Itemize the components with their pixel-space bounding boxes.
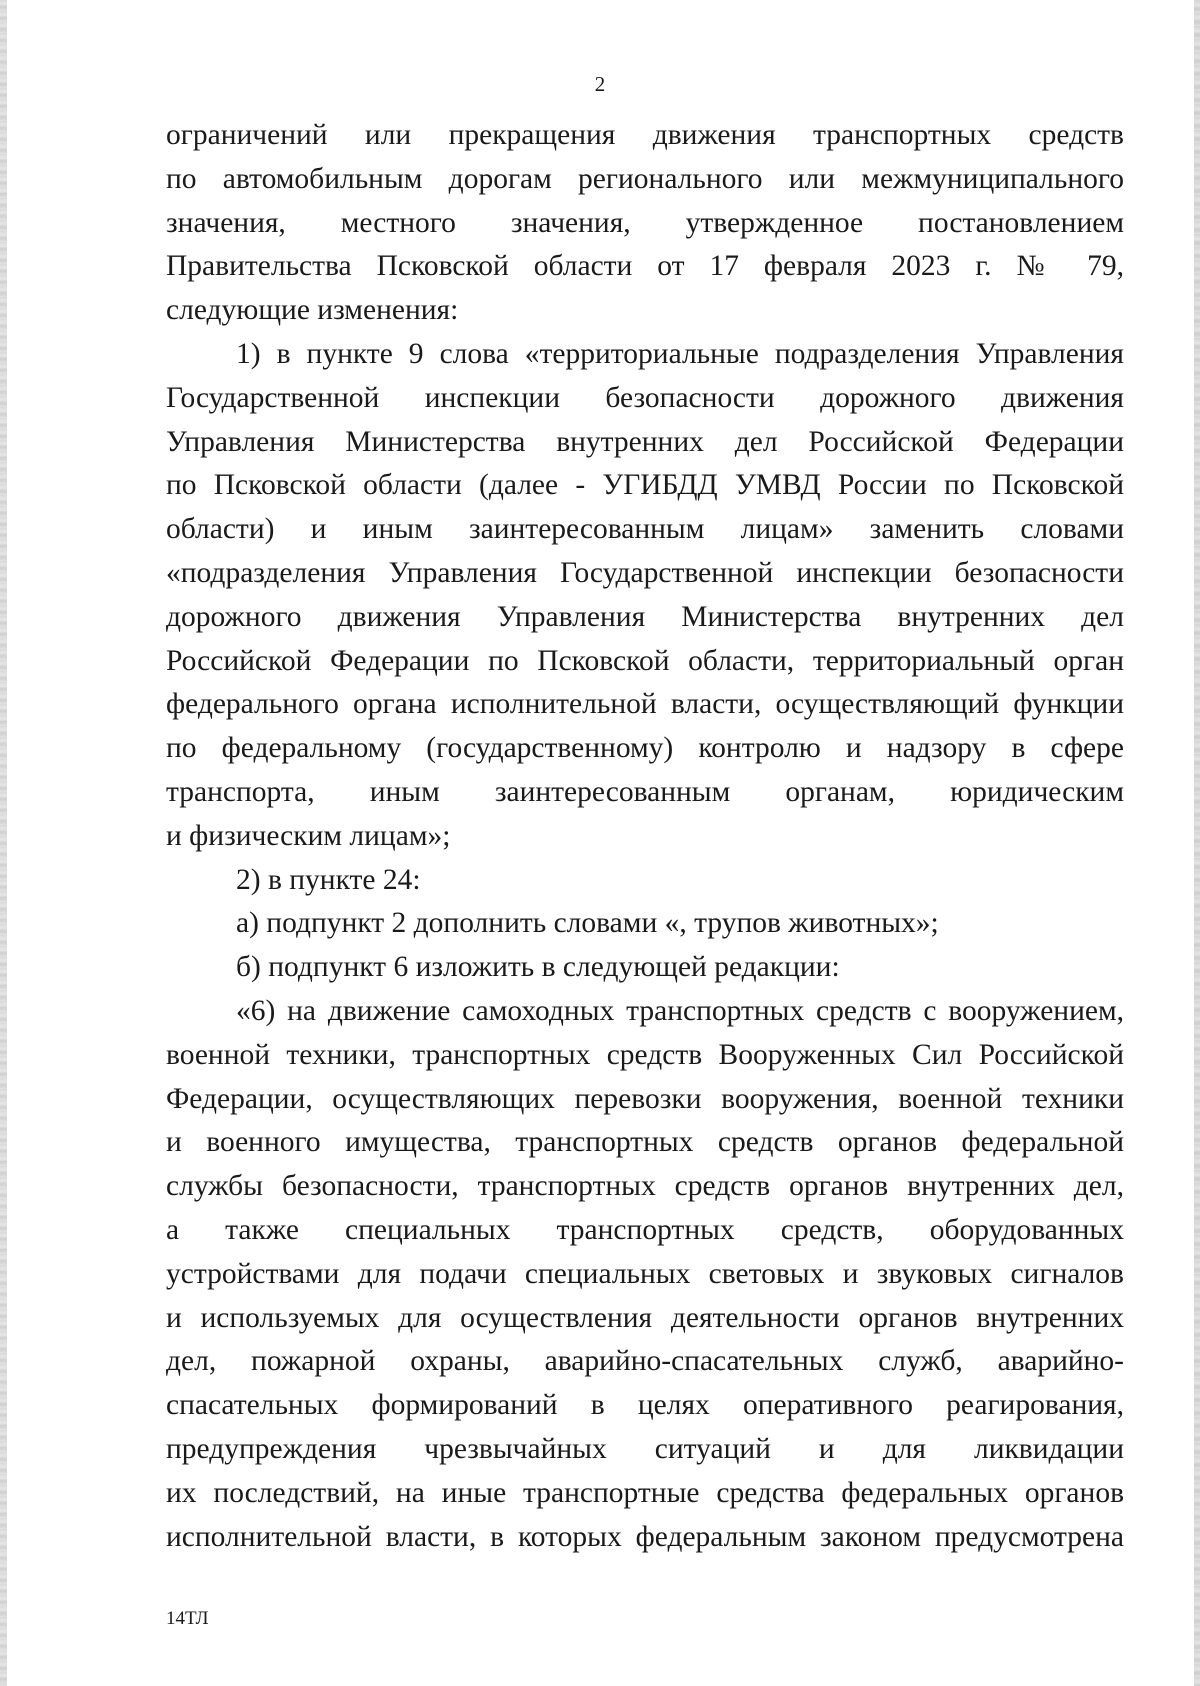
text-line: дорожного движения Управления Министерства внутренних дел — [166, 600, 1124, 633]
text-line: Федерации, осуществляющих перевозки вооружения, военной техники — [166, 1082, 1124, 1115]
text-line: ограничений или прекращения движения транспортных средств — [166, 119, 1124, 151]
paragraph-first-line: б) подпункт 6 изложить в следующей редакции: — [236, 951, 840, 984]
text-line: следующие изменения: — [166, 294, 459, 327]
text-line: спасательных формирований в целях оперативного реагирования, — [166, 1389, 1124, 1422]
text-line: по Псковской области (далее - УГИБДД УМВД России по Псковской — [166, 469, 1124, 502]
scan-edge-right — [1194, 0, 1200, 1686]
text-line: и военного имущества, транспортных средств органов федеральной — [166, 1126, 1124, 1159]
text-line: а также специальных транспортных средств, оборудованных — [166, 1213, 1124, 1246]
text-line: их последствий, на иные транспортные средства федеральных органов — [166, 1476, 1124, 1509]
text-line: Управления Министерства внутренних дел Российской Федерации — [166, 425, 1124, 458]
scan-edge-left — [0, 0, 7, 1686]
footer-code: 14ТЛ — [166, 1608, 209, 1629]
text-line: по автомобильным дорогам регионального или межмуниципального — [166, 162, 1124, 195]
text-line: значения, местного значения, утвержденное постановлением — [166, 206, 1124, 239]
text-line: службы безопасности, транспортных средств органов внутренних дел, — [166, 1170, 1124, 1203]
text-line: федерального органа исполнительной власти, осуществляющий функции — [166, 688, 1124, 721]
text-line: транспорта, иным заинтересованным органам, юридическим — [166, 775, 1124, 808]
paragraph-first-line: 2) в пункте 24: — [236, 863, 421, 896]
document-body — [166, 114, 1124, 1559]
text-line: Государственной инспекции безопасности дорожного движения — [166, 381, 1124, 414]
text-line: предупреждения чрезвычайных ситуаций и для ликвидации — [166, 1432, 1124, 1465]
text-line: дел, пожарной охраны, аварийно-спасательных служб, аварийно- — [166, 1345, 1124, 1378]
text-line: и физическим лицам»; — [166, 819, 451, 852]
text-line: по федеральному (государственному) контролю и надзору в сфере — [166, 732, 1124, 765]
text-line: устройствами для подачи специальных световых и звуковых сигналов — [166, 1257, 1124, 1290]
paragraph-first-line: а) подпункт 2 дополнить словами «, трупов животных»; — [236, 907, 939, 940]
text-line: и используемых для осуществления деятельности органов внутренних — [166, 1301, 1124, 1334]
text-line: «подразделения Управления Государственной инспекции безопасности — [166, 556, 1124, 589]
text-line: военной техники, транспортных средств Вооруженных Сил Российской — [166, 1038, 1124, 1071]
text-line: исполнительной власти, в которых федеральным законом предусмотрена — [166, 1520, 1124, 1553]
paragraph-first-line: «6) на движение самоходных транспортных средств с вооружением, — [236, 994, 1124, 1027]
paragraph-first-line: 1) в пункте 9 слова «территориальные подразделения Управления — [236, 337, 1124, 370]
text-line: Российской Федерации по Псковской области, территориальный орган — [166, 644, 1124, 677]
text-line: области) и иным заинтересованным лицам» заменить словами — [166, 513, 1124, 546]
page-number: 2 — [594, 72, 606, 96]
text-line: Правительства Псковской области от 17 февраля 2023 г. № 79, — [166, 250, 1124, 283]
